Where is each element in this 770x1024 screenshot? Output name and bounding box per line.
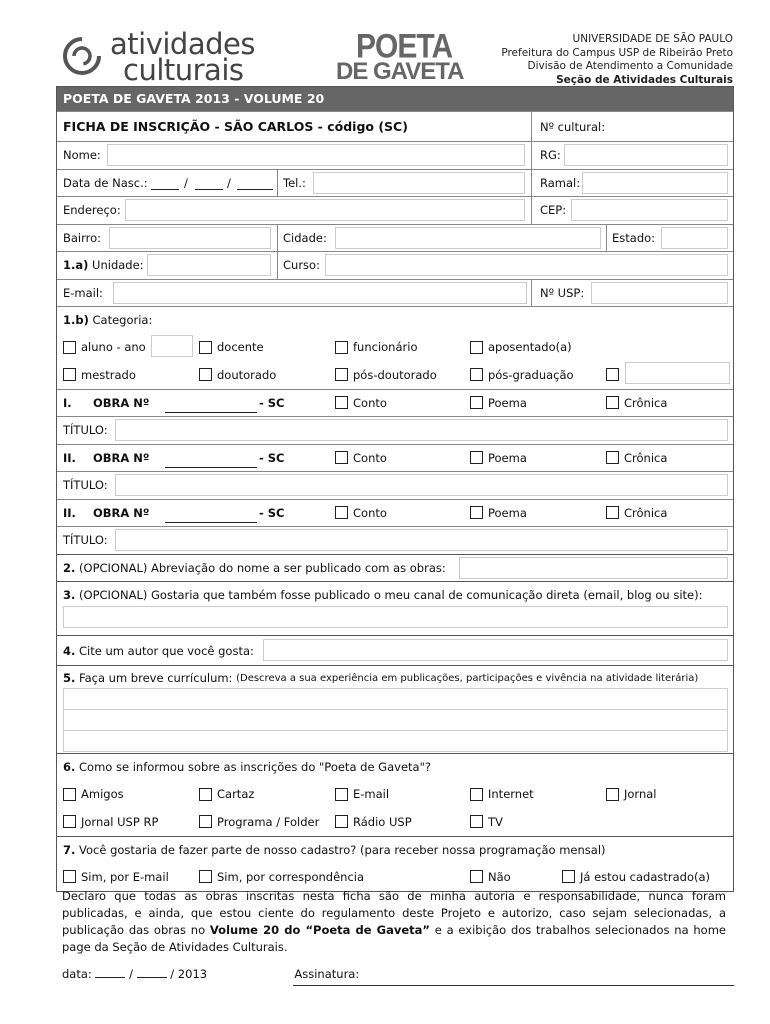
obra-3-poema-checkbox[interactable] [470, 506, 483, 519]
date-separator: / [184, 175, 188, 190]
tv-label: TV [488, 814, 503, 829]
q6-email-option[interactable] [335, 781, 389, 809]
obra-1-number-field[interactable] [165, 397, 257, 413]
pos-graduacao-label: pós-graduação [488, 367, 574, 382]
q3-number: 3. [63, 588, 76, 602]
obra-1-label: OBRA Nº [93, 395, 150, 410]
declaration-bold: Volume 20 do “Poeta de Gaveta” [209, 923, 430, 937]
obra-3-row [57, 499, 733, 527]
obra-2-number-field[interactable] [165, 452, 257, 468]
q2-label [63, 555, 446, 582]
pos-doutorado-checkbox[interactable] [335, 368, 348, 381]
nome-label: Nome: [63, 148, 101, 163]
doutorado-label: doutorado [217, 367, 277, 382]
ja-cadastrado-checkbox[interactable] [562, 870, 575, 883]
email-field[interactable] [113, 282, 527, 304]
q7-label [63, 837, 606, 864]
univ-line-4: Seção de Atividades Culturais [556, 73, 733, 86]
q6-label [63, 754, 431, 781]
internet-option[interactable] [470, 781, 534, 809]
q5-field-line-1[interactable] [63, 688, 728, 710]
univ-line-2: Prefeitura do Campus USP de Ribeirão Preto [501, 46, 733, 59]
q5-field-line-2[interactable] [63, 709, 728, 731]
q2-row [57, 554, 733, 582]
docente-checkbox[interactable] [199, 341, 212, 354]
sign-month-field[interactable] [137, 966, 167, 978]
q2-text: (OPCIONAL) Abreviação do nome a ser publicado com as obras: [79, 560, 446, 575]
ramal-field[interactable] [582, 172, 728, 194]
jornal-checkbox[interactable] [606, 788, 619, 801]
registration-form [56, 86, 734, 892]
divider [277, 225, 278, 252]
internet-label: Internet [488, 787, 534, 802]
data-nasc-row [57, 169, 733, 197]
cep-field[interactable] [571, 199, 728, 221]
divider [531, 112, 532, 141]
nao-checkbox[interactable] [470, 870, 483, 883]
obra-1-cronica-option[interactable] [606, 390, 667, 417]
obra-2-number: II. [63, 450, 76, 465]
pos-graduacao-checkbox[interactable] [470, 368, 483, 381]
q3-field[interactable] [63, 606, 728, 628]
nome-row [57, 141, 733, 169]
categoria-options-row-2 [57, 361, 733, 389]
estado-field[interactable] [661, 227, 728, 249]
ficha-title: FICHA DE INSCRIÇÃO - SÃO CARLOS - código (SC) [63, 119, 408, 134]
sign-year: / 2013 [170, 967, 208, 981]
sim-correspondencia-checkbox[interactable] [199, 870, 212, 883]
radio-usp-label: Rádio USP [353, 814, 412, 829]
radio-usp-checkbox[interactable] [335, 815, 348, 828]
obra-3-conto-checkbox[interactable] [335, 506, 348, 519]
cronica-label: Crônica [624, 505, 668, 520]
obra-2-titulo-field[interactable] [115, 474, 728, 496]
obra-2-cronica-checkbox[interactable] [606, 451, 619, 464]
doutorado-checkbox[interactable] [199, 368, 212, 381]
q7-options-row [57, 863, 733, 891]
internet-checkbox[interactable] [470, 788, 483, 801]
birth-month-field[interactable] [195, 176, 223, 190]
q2-field[interactable] [459, 557, 728, 579]
q4-field[interactable] [263, 639, 728, 661]
amigos-label: Amigos [81, 787, 124, 802]
obra-3-conto-option[interactable] [335, 500, 387, 527]
q7-number: 7. [63, 842, 76, 857]
email-row [57, 279, 733, 307]
obra-2-titulo-row [57, 471, 733, 499]
jornal-option[interactable] [606, 781, 656, 809]
birth-year-field[interactable] [237, 176, 273, 190]
funcionario-checkbox[interactable] [335, 341, 348, 354]
mestrado-label: mestrado [81, 367, 136, 382]
divider [277, 170, 278, 197]
divider [531, 170, 532, 197]
q3-row [57, 581, 733, 631]
categoria-row [57, 306, 733, 334]
endereco-field[interactable] [125, 199, 525, 221]
ficha-row [57, 111, 733, 141]
ja-cadastrado-label: Já estou cadastrado(a) [580, 869, 710, 884]
aposentado-checkbox[interactable] [470, 341, 483, 354]
q5-field-line-3[interactable] [63, 730, 728, 752]
obra-1-titulo-field[interactable] [115, 419, 728, 441]
obra-3-number-field[interactable] [165, 507, 257, 523]
birth-day-field[interactable] [151, 176, 179, 190]
unidade-label [63, 252, 144, 279]
jornal-usp-checkbox[interactable] [63, 815, 76, 828]
signature-line[interactable] [293, 985, 734, 986]
pos-graduacao-option[interactable] [470, 361, 574, 389]
cidade-label: Cidade: [283, 230, 327, 245]
radio-usp-option[interactable] [335, 808, 412, 836]
jornal-usp-option[interactable] [63, 808, 158, 836]
sim-correspondencia-option[interactable] [199, 863, 364, 891]
doutorado-option[interactable] [199, 361, 276, 389]
categoria-text: Categoria: [92, 313, 153, 328]
bairro-field[interactable] [109, 227, 271, 249]
endereco-row [57, 196, 733, 224]
tel-label: Tel.: [283, 175, 306, 190]
poema-label: Poema [488, 505, 527, 520]
divider [277, 252, 278, 279]
jornal-label: Jornal [624, 787, 657, 802]
conto-label: Conto [353, 450, 387, 465]
q2-number: 2. [63, 560, 76, 575]
q3-text: (OPCIONAL) Gostaria que também fosse publicado o meu canal de comunicação direta (email, blog ou site): [79, 588, 703, 602]
form-title: POETA DE GAVETA 2013 - VOLUME 20 [57, 87, 733, 111]
unidade-text: Unidade: [92, 258, 144, 273]
data-nasc-label: Data de Nasc.: [63, 175, 148, 190]
q6-number: 6. [63, 760, 76, 775]
tv-checkbox[interactable] [470, 815, 483, 828]
aposentado-option[interactable] [470, 334, 572, 362]
conto-label: Conto [353, 505, 387, 520]
obra-1-conto-checkbox[interactable] [335, 396, 348, 409]
q6-email-checkbox[interactable] [335, 788, 348, 801]
cronica-label: Crônica [624, 395, 668, 410]
programa-label: Programa / Folder [217, 814, 320, 829]
obra-3-number: II. [63, 505, 76, 520]
poema-label: Poema [488, 450, 527, 465]
q6-options-row-2 [57, 808, 733, 836]
obra-3-suffix: - SC [259, 505, 285, 520]
amigos-option[interactable] [63, 781, 124, 809]
logo-text-atividades: atividades [110, 27, 255, 61]
obra-3-label: OBRA Nº [93, 505, 150, 520]
cidade-field[interactable] [335, 227, 601, 249]
categoria-label [63, 307, 152, 334]
obra-3-titulo-label: TÍTULO: [63, 533, 108, 548]
estado-label: Estado: [612, 230, 656, 245]
atividades-culturais-logo-icon [62, 36, 102, 76]
aluno-ano-field[interactable] [151, 335, 193, 357]
tel-field[interactable] [313, 172, 525, 194]
cep-label: CEP: [540, 203, 567, 218]
divider [606, 225, 607, 252]
poema-label: Poema [488, 395, 527, 410]
curso-field[interactable] [325, 254, 728, 276]
funcionario-label: funcionário [353, 340, 418, 355]
divider [531, 280, 532, 307]
obra-1-number: I. [63, 395, 72, 410]
q4-text: Cite um autor que você gosta: [79, 643, 254, 658]
q3-label [63, 582, 703, 608]
sim-email-label: Sim, por E-mail [81, 869, 169, 884]
programa-option[interactable] [199, 808, 319, 836]
mestrado-option[interactable] [63, 361, 136, 389]
obra-2-conto-option[interactable] [335, 445, 387, 472]
amigos-checkbox[interactable] [63, 788, 76, 801]
email-label: E-mail: [63, 285, 103, 300]
q6-email-label: E-mail [353, 787, 390, 802]
cronica-label: Crônica [624, 450, 668, 465]
page-header [0, 0, 770, 86]
divider [531, 197, 532, 224]
poeta-logo-line1: POETA [356, 27, 453, 66]
obra-3-titulo-row [57, 526, 733, 554]
logo-text-culturais: culturais [123, 53, 244, 87]
obra-1-poema-option[interactable] [470, 390, 527, 417]
obra-2-suffix: - SC [259, 450, 285, 465]
docente-option[interactable] [199, 334, 264, 362]
unidade-field[interactable] [147, 254, 271, 276]
q5-text: Faça um breve currículum: [79, 671, 233, 685]
obra-1-suffix: - SC [259, 395, 285, 410]
endereco-label: Endereço: [63, 203, 121, 218]
sim-email-option[interactable] [63, 863, 169, 891]
obra-1-cronica-checkbox[interactable] [606, 396, 619, 409]
q5-label [63, 666, 698, 690]
categoria-options-row-1 [57, 334, 733, 362]
q4-label [63, 636, 254, 665]
nao-label: Não [488, 869, 511, 884]
data-label: data: [62, 967, 92, 981]
conto-label: Conto [353, 395, 387, 410]
obra-1-poema-checkbox[interactable] [470, 396, 483, 409]
obra-1-conto-option[interactable] [335, 390, 387, 417]
declaration-text [62, 888, 726, 956]
ja-cadastrado-option[interactable] [562, 863, 710, 891]
obra-2-row [57, 444, 733, 472]
aluno-label: aluno - ano [81, 340, 146, 355]
obra-3-cronica-option[interactable] [606, 500, 667, 527]
tv-option[interactable] [470, 808, 503, 836]
q5-number: 5. [63, 671, 76, 685]
obra-2-poema-checkbox[interactable] [470, 451, 483, 464]
aluno-checkbox[interactable] [63, 341, 76, 354]
declaration-part1: Declaro que todas as obras inscritas nesta ficha são de minha autoria e responsabilidade, nunca foram publicadas, e ainda, que estou ciente do regulamento deste Projeto e autorizo, caso sejam selecionadas, a publicação das obras no [62, 889, 726, 937]
outro-field[interactable] [625, 362, 730, 384]
pos-doutorado-label: pós-doutorado [353, 367, 437, 382]
jornal-usp-label: Jornal USP RP [81, 814, 159, 829]
obra-1-titulo-label: TÍTULO: [63, 423, 108, 438]
assinatura-label: Assinatura: [294, 967, 360, 981]
univ-line-3: Divisão de Atendimento a Comunidade [527, 60, 733, 72]
mestrado-checkbox[interactable] [63, 368, 76, 381]
declaration-part2: e a exibição dos trabalhos selecionados na home page da Seção de Atividades Culturais. [62, 923, 726, 954]
aluno-option[interactable] [63, 334, 146, 362]
n-usp-label: Nº USP: [540, 285, 585, 300]
n-usp-field[interactable] [591, 282, 728, 304]
unidade-number: 1.a) [63, 258, 89, 273]
cartaz-checkbox[interactable] [199, 788, 212, 801]
rg-field[interactable] [564, 144, 728, 166]
obra-3-titulo-field[interactable] [115, 529, 728, 551]
aposentado-label: aposentado(a) [488, 340, 572, 355]
cartaz-option[interactable] [199, 781, 254, 809]
q4-number: 4. [63, 643, 76, 658]
unidade-row [57, 251, 733, 279]
q7-text: Você gostaria de fazer parte de nosso cadastro? (para receber nossa programação mensal) [79, 842, 606, 857]
sign-day-field[interactable] [95, 966, 125, 978]
obra-1-titulo-row [57, 416, 733, 444]
docente-label: docente [217, 340, 264, 355]
obra-3-cronica-checkbox[interactable] [606, 506, 619, 519]
outro-checkbox[interactable] [606, 368, 619, 381]
signature-row [62, 966, 359, 981]
rg-label: RG: [540, 148, 561, 163]
categoria-number: 1.b) [63, 313, 89, 328]
q6-row [57, 753, 733, 781]
univ-line-1: UNIVERSIDADE DE SÃO PAULO [572, 33, 733, 45]
q5-hint: (Descreva a sua experiência em publicações, participações e vivência na atividade literária) [236, 672, 699, 684]
date-separator: / [227, 175, 231, 190]
programa-checkbox[interactable] [199, 815, 212, 828]
obra-3-poema-option[interactable] [470, 500, 527, 527]
ramal-label: Ramal: [540, 175, 581, 190]
q6-text: Como se informou sobre as inscrições do "Poeta de Gaveta"? [79, 760, 431, 775]
divider [531, 142, 532, 169]
obra-2-titulo-label: TÍTULO: [63, 478, 108, 493]
bairro-label: Bairro: [63, 230, 102, 245]
obra-2-conto-checkbox[interactable] [335, 451, 348, 464]
n-cultural-label: Nº cultural: [540, 119, 606, 134]
funcionario-option[interactable] [335, 334, 417, 362]
q6-options-row-1 [57, 781, 733, 809]
sim-email-checkbox[interactable] [63, 870, 76, 883]
sign-date-separator: / [129, 967, 133, 981]
curso-label: Curso: [283, 258, 320, 273]
nao-option[interactable] [470, 863, 511, 891]
obra-2-poema-option[interactable] [470, 445, 527, 472]
obra-2-cronica-option[interactable] [606, 445, 667, 472]
obra-2-label: OBRA Nº [93, 450, 150, 465]
university-info [501, 33, 733, 87]
poeta-logo-line2: DE GAVETA [336, 58, 464, 85]
sim-correspondencia-label: Sim, por correspondência [217, 869, 365, 884]
outro-option[interactable] [606, 361, 624, 389]
pos-doutorado-option[interactable] [335, 361, 437, 389]
bairro-row [57, 224, 733, 252]
cartaz-label: Cartaz [217, 787, 255, 802]
q5-row [57, 665, 733, 753]
nome-field[interactable] [107, 144, 525, 166]
q4-row [57, 635, 733, 665]
q7-row [57, 836, 733, 864]
obra-1-row [57, 389, 733, 417]
